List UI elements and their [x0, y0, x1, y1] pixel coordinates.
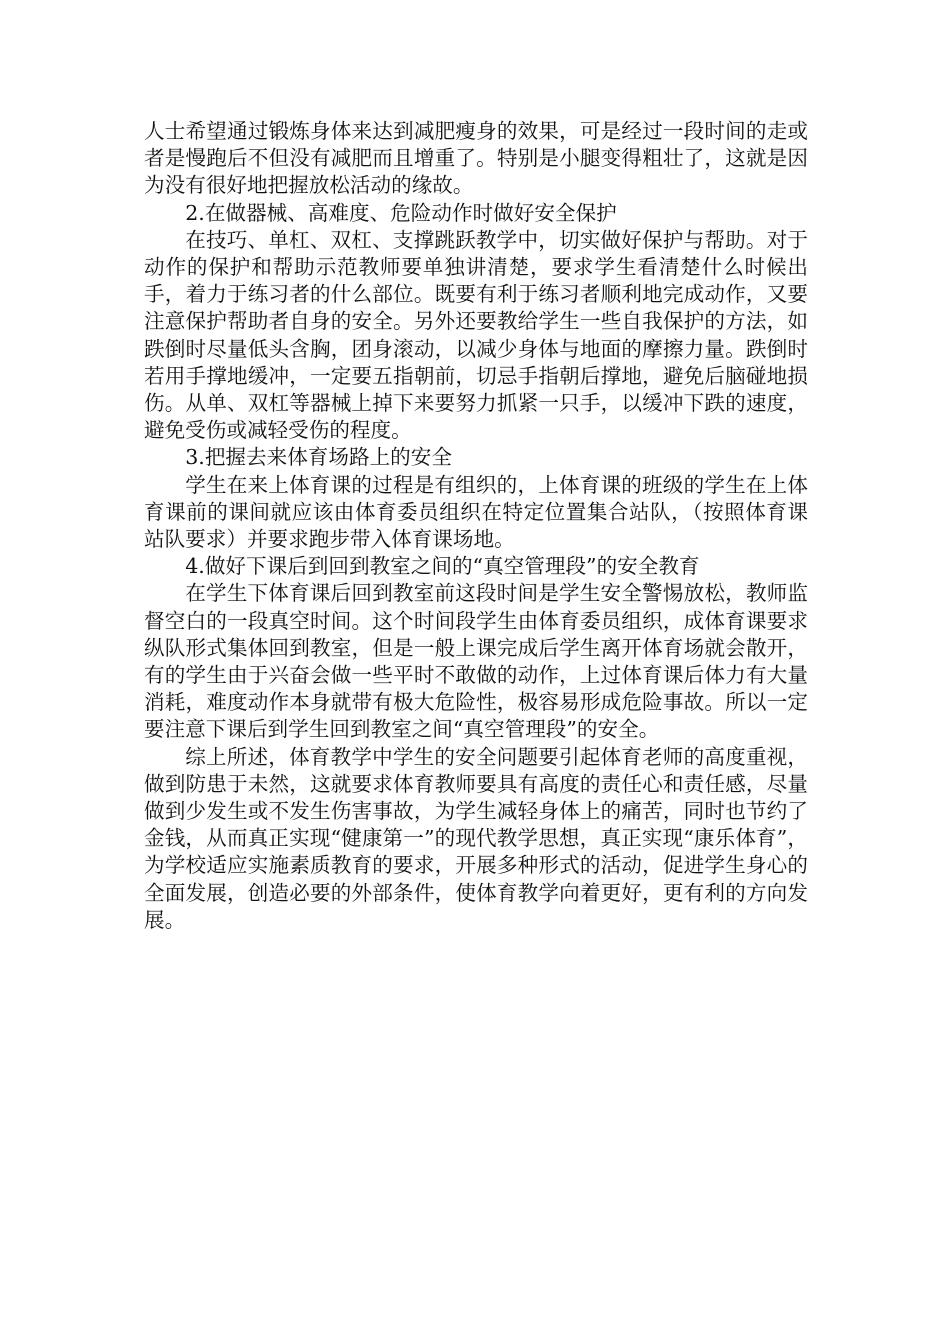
document-body	[144, 118, 808, 934]
paragraph-equipment-safety: 在技巧、单杠、双杠、支撑跳跃教学中，切实做好保护与帮助。对于动作的保护和帮助示范教师要单独讲清楚，要求学生看清楚什么时候出手，着力于练习者的什么部位。既要有利于练习者顺利地完成动作，又要注意保护帮助者自身的安全。另外还要教给学生一些自我保护的方法，如跌倒时尽量低头含胸，团身滚动，以减少身体与地面的摩擦力量。跌倒时若用手撑地缓冲，一定要五指朝前，切忌手指朝后撑地，避免后脑碰地损伤。从单、双杠等器械上掉下来要努力抓紧一只手，以缓冲下跌的速度，避免受伤或减轻受伤的程度。	[144, 227, 808, 443]
section-heading-4: 4.做好下课后到回到教室之间的“真空管理段”的安全教育	[185, 554, 700, 579]
paragraph-vacuum-period: 在学生下体育课后回到教室前这段时间是学生安全警惕放松，教师监督空白的一段真空时间。这个时间段学生由体育委员组织，成体育课要求纵队形式集体回到教室，但是一般上课完成后学生离开体育场就会散开，有的学生由于兴奋会做一些平时不敢做的动作，上过体育课后体力有大量消耗，难度动作本身就带有极大危险性，极容易形成危险事故。所以一定要注意下课后到学生回到教室之间“真空管理段”的安全。	[144, 581, 808, 742]
paragraph-conclusion: 综上所述，体育教学中学生的安全问题要引起体育老师的高度重视，做到防患于未然，这就要求体育教师要具有高度的责任心和责任感，尽量做到少发生或不发生伤害事故，为学生减轻身体上的痛苦，同时也节约了金钱，从而真正实现“健康第一”的现代教学思想，真正实现“康乐体育”，为学校适应实施素质教育的要求，开展多种形式的活动，促进学生身心的全面发展，创造必要的外部条件，使体育教学向着更好，更有利的方向发展。	[144, 744, 808, 932]
paragraph-continued: 人士希望通过锻炼身体来达到减肥瘦身的效果，可是经过一段时间的走或者是慢跑后不但没有减肥而且增重了。特别是小腿变得粗壮了，这就是因为没有很好地把握放松活动的缘故。	[144, 119, 808, 198]
paragraph-route-safety: 学生在来上体育课的过程是有组织的，上体育课的班级的学生在上体育课前的课间就应该由体育委员组织在特定位置集合站队，（按照体育课站队要求）并要求跑步带入体育课场地。	[144, 472, 808, 552]
section-heading-2: 2.在做器械、高难度、危险动作时做好安全保护	[185, 200, 617, 225]
section-heading-3: 3.把握去来体育场路上的安全	[185, 445, 452, 470]
